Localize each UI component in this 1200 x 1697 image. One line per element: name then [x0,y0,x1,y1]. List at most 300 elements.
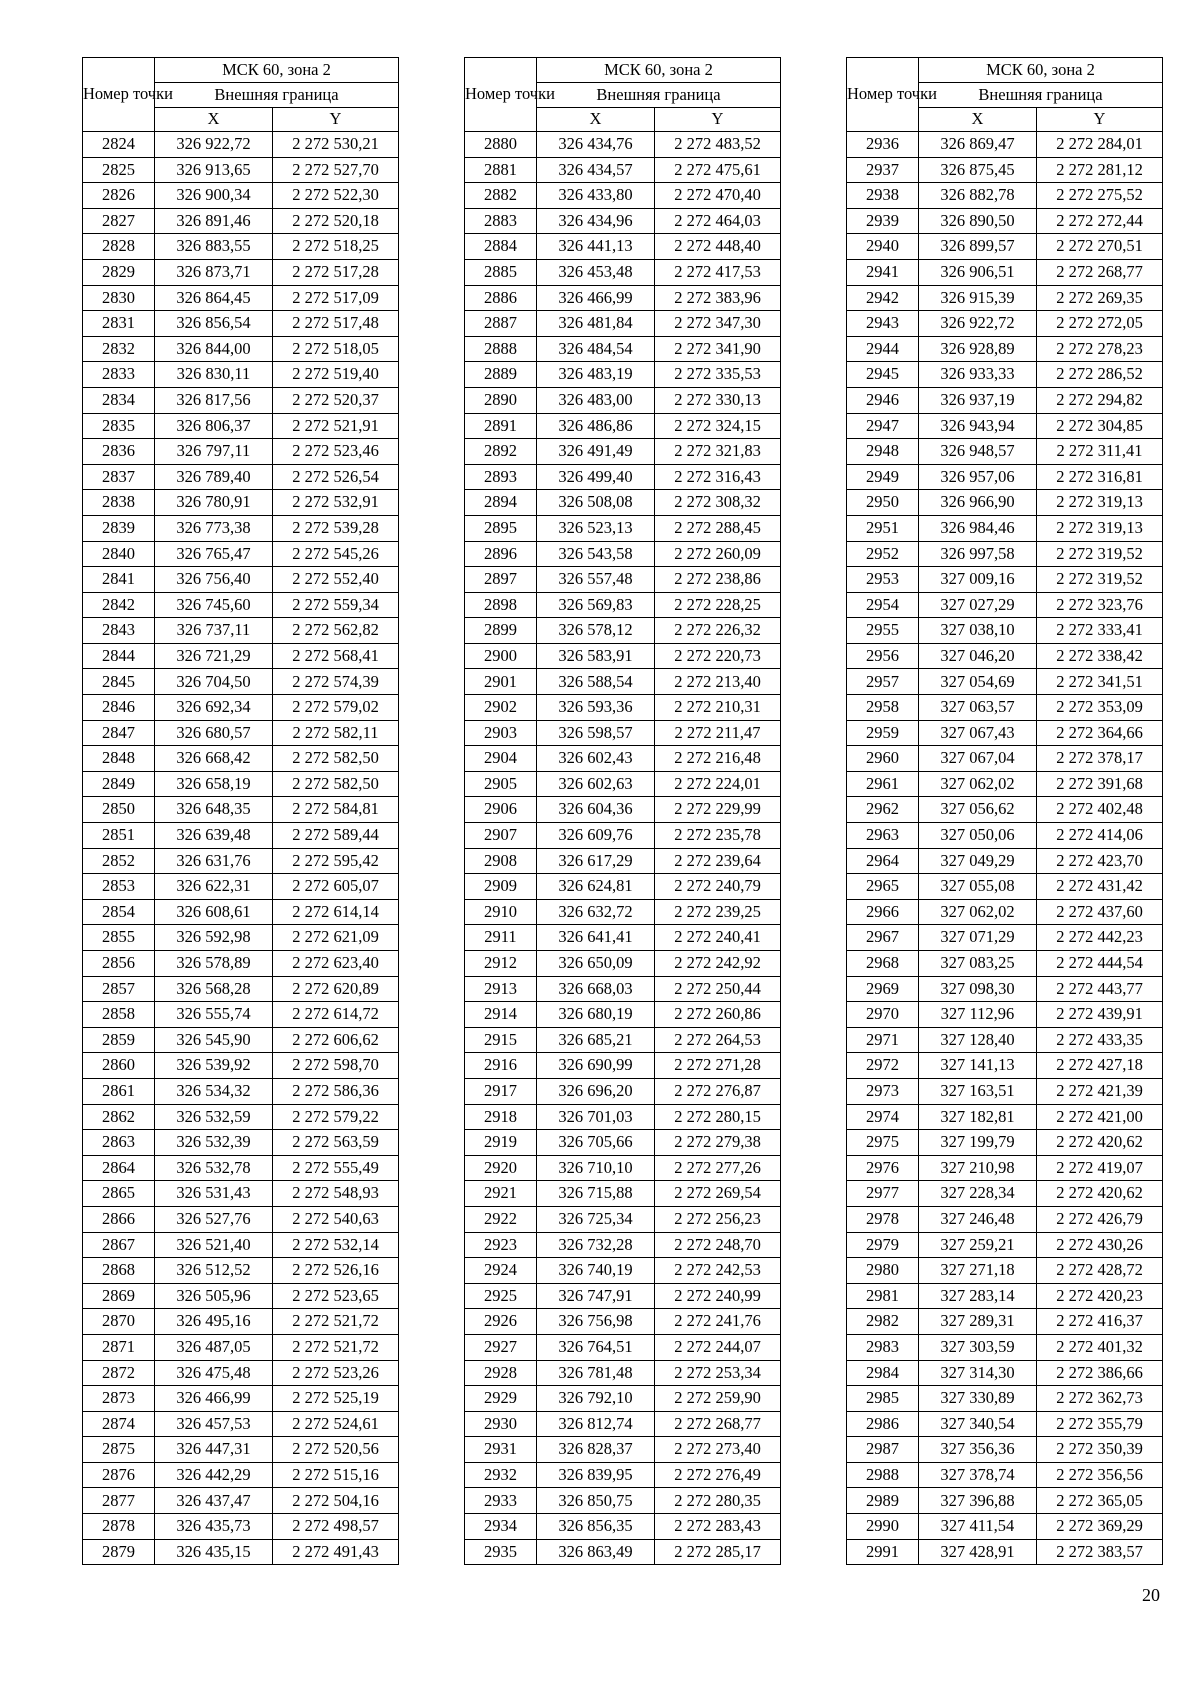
x-coordinate-cell: 327 056,62 [919,797,1037,823]
point-number-cell: 2980 [847,1258,919,1284]
table-row [465,157,781,183]
x-coordinate-cell: 327 009,16 [919,567,1037,593]
table-row [465,336,781,362]
point-number-cell: 2967 [847,925,919,951]
point-number-cell: 2836 [83,439,155,465]
table-row [847,1411,1163,1437]
x-coordinate-cell: 326 442,29 [155,1462,273,1488]
table-row [465,643,781,669]
table-row [465,899,781,925]
table-row [847,259,1163,285]
x-coordinate-cell: 326 899,57 [919,234,1037,260]
x-coordinate-cell: 326 484,54 [537,336,655,362]
x-coordinate-cell: 326 756,40 [155,567,273,593]
x-coordinate-cell: 327 163,51 [919,1078,1037,1104]
table-row [83,439,399,465]
x-coordinate-cell: 326 491,49 [537,439,655,465]
table-row [83,1462,399,1488]
x-coordinate-cell: 327 330,89 [919,1386,1037,1412]
x-coordinate-cell: 327 083,25 [919,951,1037,977]
table-row [847,746,1163,772]
point-number-cell: 2884 [465,234,537,260]
y-coordinate-cell: 2 272 244,07 [655,1334,781,1360]
table-row [465,695,781,721]
table-row [847,157,1163,183]
y-coordinate-cell: 2 272 242,53 [655,1258,781,1284]
point-number-cell: 2910 [465,899,537,925]
y-coordinate-cell: 2 272 356,56 [1037,1462,1163,1488]
x-coordinate-cell: 326 715,88 [537,1181,655,1207]
table-row [847,925,1163,951]
point-number-cell: 2879 [83,1539,155,1565]
y-coordinate-cell: 2 272 259,90 [655,1386,781,1412]
x-coordinate-cell: 326 875,45 [919,157,1037,183]
table-row [465,387,781,413]
table-row [465,1334,781,1360]
header-y: Y [1037,108,1163,132]
y-coordinate-cell: 2 272 272,05 [1037,311,1163,337]
x-coordinate-cell: 326 922,72 [155,132,273,158]
point-number-cell: 2873 [83,1386,155,1412]
x-coordinate-cell: 326 521,40 [155,1232,273,1258]
point-number-cell: 2912 [465,951,537,977]
table-row [83,720,399,746]
table-row [847,592,1163,618]
x-coordinate-cell: 326 915,39 [919,285,1037,311]
y-coordinate-cell: 2 272 369,29 [1037,1514,1163,1540]
point-number-cell: 2882 [465,183,537,209]
point-number-cell: 2905 [465,771,537,797]
y-coordinate-cell: 2 272 523,65 [273,1283,399,1309]
y-coordinate-cell: 2 272 330,13 [655,387,781,413]
x-coordinate-cell: 326 622,31 [155,874,273,900]
point-number-cell: 2865 [83,1181,155,1207]
point-number-cell: 2907 [465,823,537,849]
point-number-cell: 2839 [83,515,155,541]
x-coordinate-cell: 327 228,34 [919,1181,1037,1207]
point-number-cell: 2932 [465,1462,537,1488]
y-coordinate-cell: 2 272 517,48 [273,311,399,337]
table-row [847,362,1163,388]
table-row [847,720,1163,746]
x-coordinate-cell: 326 434,57 [537,157,655,183]
y-coordinate-cell: 2 272 582,50 [273,746,399,772]
y-coordinate-cell: 2 272 338,42 [1037,643,1163,669]
table-row [83,746,399,772]
table-row [83,1334,399,1360]
y-coordinate-cell: 2 272 420,23 [1037,1283,1163,1309]
x-coordinate-cell: 326 466,99 [537,285,655,311]
x-coordinate-cell: 326 631,76 [155,848,273,874]
x-coordinate-cell: 326 890,50 [919,208,1037,234]
x-coordinate-cell: 326 864,45 [155,285,273,311]
point-number-cell: 2976 [847,1155,919,1181]
x-coordinate-cell: 326 692,34 [155,695,273,721]
table-row [465,541,781,567]
x-coordinate-cell: 327 356,36 [919,1437,1037,1463]
point-number-cell: 2840 [83,541,155,567]
point-number-cell: 2897 [465,567,537,593]
table-row [83,976,399,1002]
y-coordinate-cell: 2 272 275,52 [1037,183,1163,209]
point-number-cell: 2876 [83,1462,155,1488]
y-coordinate-cell: 2 272 353,09 [1037,695,1163,721]
table-row [465,1027,781,1053]
x-coordinate-cell: 326 869,47 [919,132,1037,158]
y-coordinate-cell: 2 272 241,76 [655,1309,781,1335]
y-coordinate-cell: 2 272 260,86 [655,1002,781,1028]
table-row [83,771,399,797]
x-coordinate-cell: 327 062,02 [919,899,1037,925]
point-number-cell: 2886 [465,285,537,311]
y-coordinate-cell: 2 272 525,19 [273,1386,399,1412]
y-coordinate-cell: 2 272 269,35 [1037,285,1163,311]
point-number-cell: 2871 [83,1334,155,1360]
x-coordinate-cell: 326 943,94 [919,413,1037,439]
table-row [83,1104,399,1130]
table-row [83,823,399,849]
point-number-cell: 2966 [847,899,919,925]
table-body [83,132,399,1565]
point-number-cell: 2938 [847,183,919,209]
y-coordinate-cell: 2 272 319,13 [1037,515,1163,541]
table-body [465,132,781,1565]
point-number-cell: 2924 [465,1258,537,1284]
table-row [847,899,1163,925]
point-number-cell: 2872 [83,1360,155,1386]
point-number-cell: 2955 [847,618,919,644]
table-row [465,1002,781,1028]
x-coordinate-cell: 326 737,11 [155,618,273,644]
y-coordinate-cell: 2 272 539,28 [273,515,399,541]
y-coordinate-cell: 2 272 517,09 [273,285,399,311]
y-coordinate-cell: 2 272 228,25 [655,592,781,618]
table-row [847,848,1163,874]
y-coordinate-cell: 2 272 606,62 [273,1027,399,1053]
x-coordinate-cell: 327 049,29 [919,848,1037,874]
y-coordinate-cell: 2 272 623,40 [273,951,399,977]
y-coordinate-cell: 2 272 211,47 [655,720,781,746]
point-number-cell: 2954 [847,592,919,618]
y-coordinate-cell: 2 272 364,66 [1037,720,1163,746]
point-number-cell: 2914 [465,1002,537,1028]
y-coordinate-cell: 2 272 240,79 [655,874,781,900]
point-number-cell: 2957 [847,669,919,695]
y-coordinate-cell: 2 272 443,77 [1037,976,1163,1002]
point-number-cell: 2867 [83,1232,155,1258]
point-number-cell: 2825 [83,157,155,183]
table-row [465,464,781,490]
point-number-cell: 2829 [83,259,155,285]
x-coordinate-cell: 326 773,38 [155,515,273,541]
x-coordinate-cell: 326 483,19 [537,362,655,388]
x-coordinate-cell: 326 873,71 [155,259,273,285]
point-number-cell: 2827 [83,208,155,234]
point-number-cell: 2971 [847,1027,919,1053]
y-coordinate-cell: 2 272 386,66 [1037,1360,1163,1386]
point-number-cell: 2837 [83,464,155,490]
y-coordinate-cell: 2 272 620,89 [273,976,399,1002]
table-row [83,848,399,874]
point-number-cell: 2838 [83,490,155,516]
point-number-cell: 2848 [83,746,155,772]
x-coordinate-cell: 326 624,81 [537,874,655,900]
x-coordinate-cell: 326 764,51 [537,1334,655,1360]
y-coordinate-cell: 2 272 271,28 [655,1053,781,1079]
table-row [847,1334,1163,1360]
point-number-cell: 2874 [83,1411,155,1437]
y-coordinate-cell: 2 272 416,37 [1037,1309,1163,1335]
point-number-cell: 2896 [465,541,537,567]
y-coordinate-cell: 2 272 491,43 [273,1539,399,1565]
point-number-cell: 2860 [83,1053,155,1079]
x-coordinate-cell: 326 648,35 [155,797,273,823]
y-coordinate-cell: 2 272 532,14 [273,1232,399,1258]
point-number-cell: 2990 [847,1514,919,1540]
y-coordinate-cell: 2 272 568,41 [273,643,399,669]
y-coordinate-cell: 2 272 540,63 [273,1206,399,1232]
point-number-cell: 2909 [465,874,537,900]
y-coordinate-cell: 2 272 521,91 [273,413,399,439]
point-number-cell: 2902 [465,695,537,721]
x-coordinate-cell: 326 487,05 [155,1334,273,1360]
table-row [847,285,1163,311]
x-coordinate-cell: 326 704,50 [155,669,273,695]
table-row [847,439,1163,465]
header-y: Y [655,108,781,132]
x-coordinate-cell: 327 055,08 [919,874,1037,900]
x-coordinate-cell: 326 527,76 [155,1206,273,1232]
y-coordinate-cell: 2 272 279,38 [655,1130,781,1156]
y-coordinate-cell: 2 272 523,26 [273,1360,399,1386]
y-coordinate-cell: 2 272 323,76 [1037,592,1163,618]
table-row [465,208,781,234]
point-number-cell: 2830 [83,285,155,311]
y-coordinate-cell: 2 272 555,49 [273,1155,399,1181]
table-row [847,1232,1163,1258]
table-row [847,464,1163,490]
point-number-cell: 2987 [847,1437,919,1463]
table-row [847,669,1163,695]
x-coordinate-cell: 326 602,43 [537,746,655,772]
point-number-cell: 2918 [465,1104,537,1130]
y-coordinate-cell: 2 272 316,81 [1037,464,1163,490]
y-coordinate-cell: 2 272 283,43 [655,1514,781,1540]
x-coordinate-cell: 326 696,20 [537,1078,655,1104]
y-coordinate-cell: 2 272 281,12 [1037,157,1163,183]
y-coordinate-cell: 2 272 439,91 [1037,1002,1163,1028]
x-coordinate-cell: 326 555,74 [155,1002,273,1028]
x-coordinate-cell: 326 593,36 [537,695,655,721]
table-row [83,208,399,234]
x-coordinate-cell: 327 199,79 [919,1130,1037,1156]
point-number-cell: 2891 [465,413,537,439]
point-number-cell: 2942 [847,285,919,311]
header-x: X [919,108,1037,132]
point-number-cell: 2915 [465,1027,537,1053]
x-coordinate-cell: 327 428,91 [919,1539,1037,1565]
x-coordinate-cell: 327 340,54 [919,1411,1037,1437]
point-number-cell: 2847 [83,720,155,746]
point-number-cell: 2853 [83,874,155,900]
y-coordinate-cell: 2 272 273,40 [655,1437,781,1463]
table-row [83,183,399,209]
x-coordinate-cell: 326 641,41 [537,925,655,951]
point-number-cell: 2888 [465,336,537,362]
table-row [465,669,781,695]
table-row [465,1258,781,1284]
y-coordinate-cell: 2 272 527,70 [273,157,399,183]
table-row [83,567,399,593]
x-coordinate-cell: 326 583,91 [537,643,655,669]
x-coordinate-cell: 326 441,13 [537,234,655,260]
x-coordinate-cell: 327 027,29 [919,592,1037,618]
y-coordinate-cell: 2 272 574,39 [273,669,399,695]
y-coordinate-cell: 2 272 504,16 [273,1488,399,1514]
point-number-cell: 2988 [847,1462,919,1488]
point-number-cell: 2953 [847,567,919,593]
y-coordinate-cell: 2 272 427,18 [1037,1053,1163,1079]
table-row [465,1283,781,1309]
point-number-cell: 2858 [83,1002,155,1028]
point-number-cell: 2831 [83,311,155,337]
table-row [465,848,781,874]
table-body [847,132,1163,1565]
table-row [83,618,399,644]
y-coordinate-cell: 2 272 268,77 [655,1411,781,1437]
y-coordinate-cell: 2 272 270,51 [1037,234,1163,260]
point-number-cell: 2961 [847,771,919,797]
x-coordinate-cell: 326 609,76 [537,823,655,849]
point-number-cell: 2940 [847,234,919,260]
point-number-cell: 2913 [465,976,537,1002]
header-boundary: Внешняя граница [155,83,399,108]
table-row [465,1514,781,1540]
y-coordinate-cell: 2 272 238,86 [655,567,781,593]
point-number-cell: 2852 [83,848,155,874]
x-coordinate-cell: 326 721,29 [155,643,273,669]
table-row [847,797,1163,823]
x-coordinate-cell: 326 531,43 [155,1181,273,1207]
table-row [465,1437,781,1463]
table-row [83,1386,399,1412]
table-row [83,362,399,388]
point-number-cell: 2869 [83,1283,155,1309]
table-row [465,874,781,900]
x-coordinate-cell: 326 499,40 [537,464,655,490]
table-row [465,746,781,772]
x-coordinate-cell: 326 839,95 [537,1462,655,1488]
table-row [847,515,1163,541]
point-number-cell: 2927 [465,1334,537,1360]
x-coordinate-cell: 326 906,51 [919,259,1037,285]
table-row [83,695,399,721]
table-row [83,490,399,516]
x-coordinate-cell: 326 483,00 [537,387,655,413]
table-row [847,1027,1163,1053]
y-coordinate-cell: 2 272 552,40 [273,567,399,593]
y-coordinate-cell: 2 272 483,52 [655,132,781,158]
y-coordinate-cell: 2 272 308,32 [655,490,781,516]
table-row [465,1539,781,1565]
point-number-cell: 2903 [465,720,537,746]
x-coordinate-cell: 326 534,32 [155,1078,273,1104]
y-coordinate-cell: 2 272 614,14 [273,899,399,925]
table-row [847,1104,1163,1130]
point-number-cell: 2877 [83,1488,155,1514]
point-number-cell: 2965 [847,874,919,900]
table-row [847,1514,1163,1540]
point-number-cell: 2945 [847,362,919,388]
x-coordinate-cell: 327 046,20 [919,643,1037,669]
y-coordinate-cell: 2 272 216,48 [655,746,781,772]
y-coordinate-cell: 2 272 437,60 [1037,899,1163,925]
y-coordinate-cell: 2 272 250,44 [655,976,781,1002]
y-coordinate-cell: 2 272 545,26 [273,541,399,567]
point-number-cell: 2889 [465,362,537,388]
x-coordinate-cell: 326 532,39 [155,1130,273,1156]
y-coordinate-cell: 2 272 519,40 [273,362,399,388]
page-number: 20 [1142,1585,1160,1605]
point-number-cell: 2846 [83,695,155,721]
y-coordinate-cell: 2 272 421,00 [1037,1104,1163,1130]
table-row [847,1437,1163,1463]
point-number-cell: 2969 [847,976,919,1002]
x-coordinate-cell: 326 658,19 [155,771,273,797]
x-coordinate-cell: 326 434,76 [537,132,655,158]
table-row [83,1206,399,1232]
x-coordinate-cell: 326 913,65 [155,157,273,183]
y-coordinate-cell: 2 272 559,34 [273,592,399,618]
x-coordinate-cell: 327 063,57 [919,695,1037,721]
point-number-cell: 2906 [465,797,537,823]
y-coordinate-cell: 2 272 242,92 [655,951,781,977]
x-coordinate-cell: 326 475,48 [155,1360,273,1386]
table-row [847,1488,1163,1514]
point-number-cell: 2959 [847,720,919,746]
y-coordinate-cell: 2 272 335,53 [655,362,781,388]
x-coordinate-cell: 327 112,96 [919,1002,1037,1028]
y-coordinate-cell: 2 272 518,25 [273,234,399,260]
y-coordinate-cell: 2 272 277,26 [655,1155,781,1181]
y-coordinate-cell: 2 272 319,13 [1037,490,1163,516]
y-coordinate-cell: 2 272 272,44 [1037,208,1163,234]
point-number-cell: 2920 [465,1155,537,1181]
table-row [465,567,781,593]
y-coordinate-cell: 2 272 421,39 [1037,1078,1163,1104]
table-row [847,695,1163,721]
x-coordinate-cell: 326 725,34 [537,1206,655,1232]
table-row [465,1155,781,1181]
y-coordinate-cell: 2 272 417,53 [655,259,781,285]
x-coordinate-cell: 326 434,96 [537,208,655,234]
y-coordinate-cell: 2 272 220,73 [655,643,781,669]
point-number-cell: 2864 [83,1155,155,1181]
table-row [83,1130,399,1156]
y-coordinate-cell: 2 272 378,17 [1037,746,1163,772]
table-row [847,567,1163,593]
y-coordinate-cell: 2 272 523,46 [273,439,399,465]
y-coordinate-cell: 2 272 383,57 [1037,1539,1163,1565]
x-coordinate-cell: 326 780,91 [155,490,273,516]
x-coordinate-cell: 326 856,35 [537,1514,655,1540]
point-number-cell: 2970 [847,1002,919,1028]
table-row [465,259,781,285]
x-coordinate-cell: 327 054,69 [919,669,1037,695]
table-row [465,771,781,797]
point-number-cell: 2926 [465,1309,537,1335]
point-number-cell: 2861 [83,1078,155,1104]
